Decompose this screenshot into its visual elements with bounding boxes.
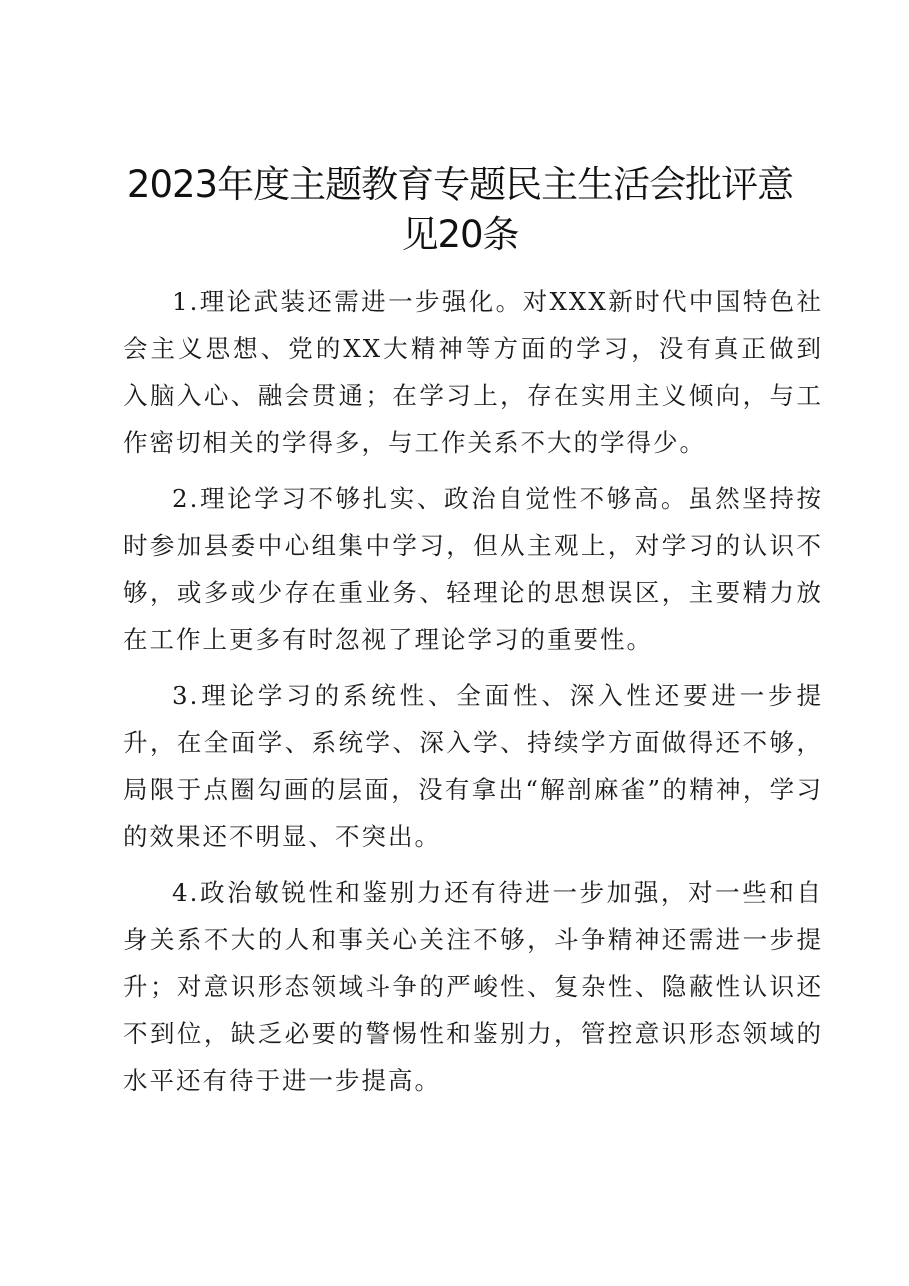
document-title: 2023年度主题教育专题民主生活会批评意见20条 (126, 163, 794, 256)
document-body (123, 278, 823, 1113)
paragraph-2: 2.理论学习不够扎实、政治自觉性不够高。虽然坚持按时参加县委中心组集中学习，但从主观上，对学习的认识不够，或多或少存在重业务、轻理论的思想误区，主要精力放在工作上更多有时忽视了理论学习的重要性。 (123, 484, 823, 654)
paragraph-3: 3.理论学习的系统性、全面性、深入性还要进一步提升，在全面学、系统学、深入学、持续学方面做得还不够，局限于点圈勾画的层面，没有拿出“解剖麻雀”的精神，学习的效果还不明显、不突出。 (123, 681, 823, 851)
paragraph-4: 4.政治敏锐性和鉴别力还有待进一步加强，对一些和自身关系不大的人和事关心关注不够，斗争精神还需进一步提升；对意识形态领域斗争的严峻性、复杂性、隐蔽性认识还不到位，缺乏必要的警惕性和鉴别力，管控意识形态领域的水平还有待于进一步提高。 (123, 878, 823, 1095)
paragraph-1: 1.理论武装还需进一步强化。对XXX新时代中国特色社会主义思想、党的XX大精神等方面的学习，没有真正做到入脑入心、融会贯通；在学习上，存在实用主义倾向，与工作密切相关的学得多，与工作关系不大的学得少。 (123, 287, 823, 457)
